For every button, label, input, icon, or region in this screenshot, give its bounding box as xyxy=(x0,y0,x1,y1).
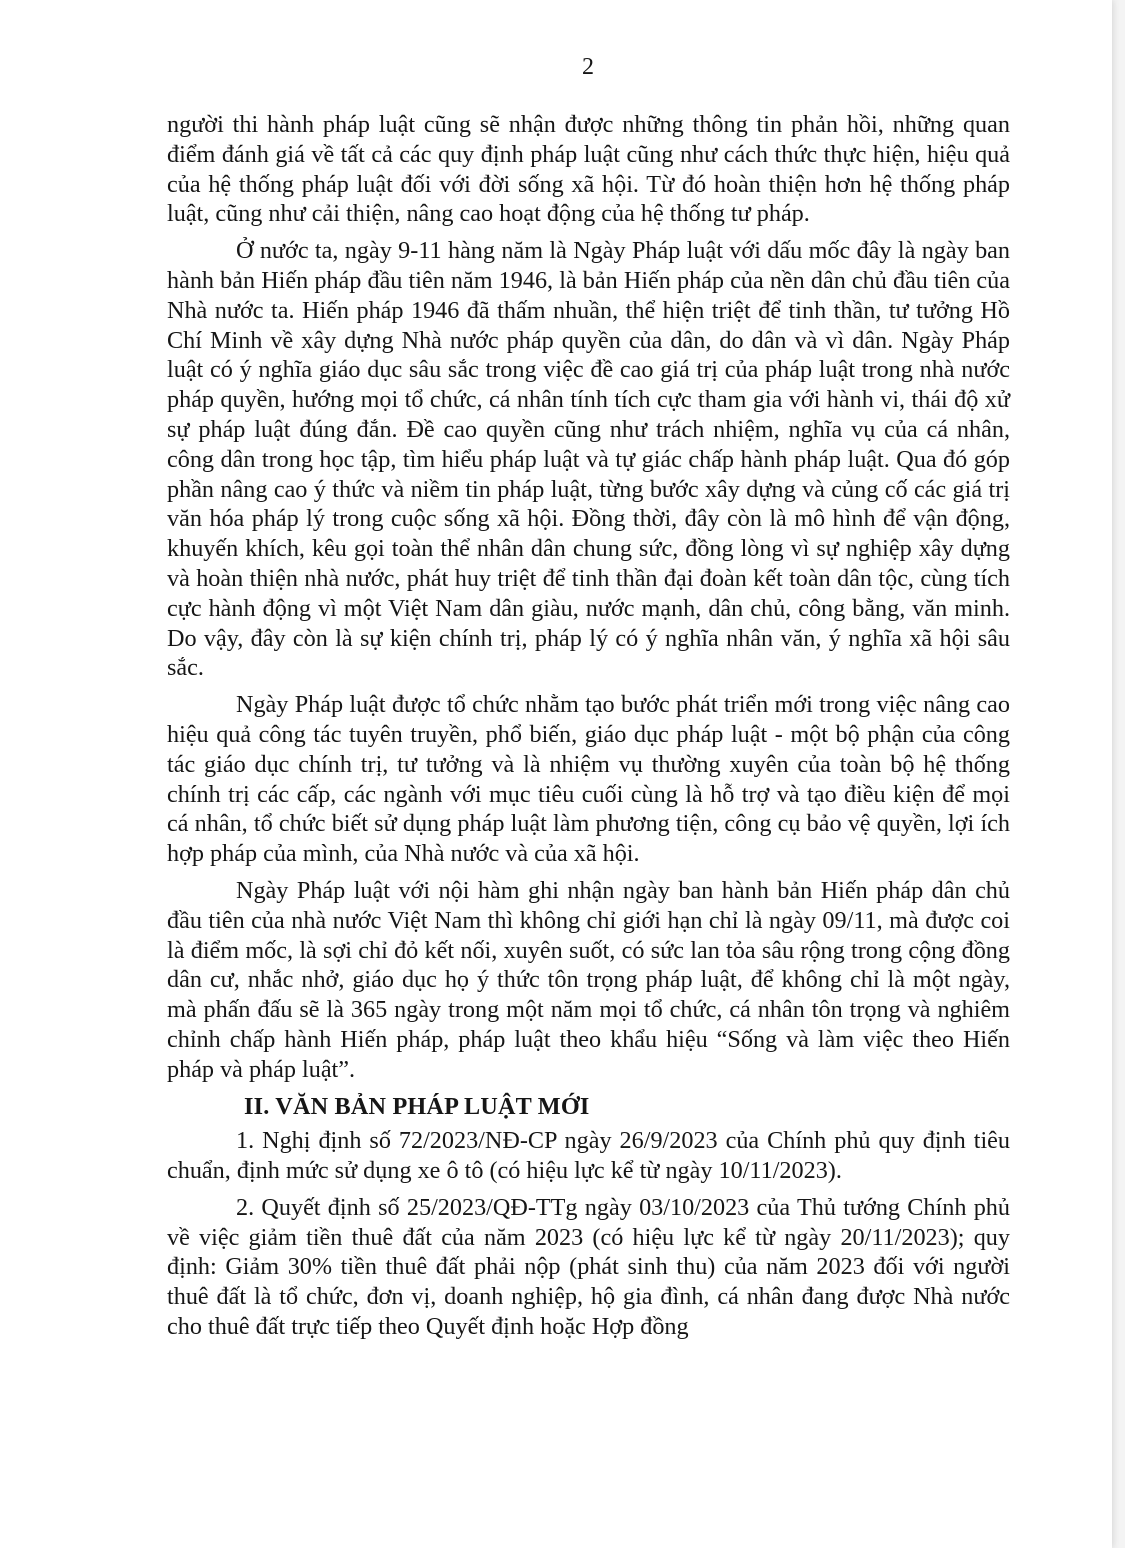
section-heading: II. VĂN BẢN PHÁP LUẬT MỚI xyxy=(244,1092,590,1120)
paragraph-law-day-origin: Ở nước ta, ngày 9-11 hàng năm là Ngày Pháp luật với dấu mốc đây là ngày ban hành bản Hiến pháp đầu tiên năm 1946, là bản Hiến pháp của nền dân chủ đầu tiên của Nhà nước ta. Hiến pháp 1946 đã thấm nhuần, thể hiện triệt để tinh thần, tư tưởng Hồ Chí Minh về xây dựng Nhà nước pháp quyền của dân, do dân và vì dân. Ngày Pháp luật có ý nghĩa giáo dục sâu sắc trong việc đề cao giá trị của pháp luật trong nhà nước pháp quyền, hướng mọi tổ chức, cá nhân tính tích cực tham gia với hành vi, thái độ xử sự pháp luật đúng đắn. Đề cao quyền cũng như trách nhiệm, nghĩa vụ của cá nhân, công dân trong học tập, tìm hiểu pháp luật và tự giác chấp hành pháp luật. Qua đó góp phần nâng cao ý thức và niềm tin pháp luật, từng bước xây dựng và củng cố các giá trị văn hóa pháp lý trong cuộc sống xã hội. Đồng thời, đây còn là mô hình để vận động, khuyến khích, kêu gọi toàn thể nhân dân chung sức, đồng lòng vì sự nghiệp xây dựng và hoàn thiện nhà nước, phát huy triệt để tinh thần đại đoàn kết toàn dân tộc, cùng tích cực hành động vì một Việt Nam dân giàu, nước mạnh, dân chủ, công bằng, văn minh. Do vậy, đây còn là sự kiện chính trị, pháp lý có ý nghĩa nhân văn, ý nghĩa xã hội sâu sắc. xyxy=(167,237,1010,682)
list-item-decree: 1. Nghị định số 72/2023/NĐ-CP ngày 26/9/2023 của Chính phủ quy định tiêu chuẩn, định mức sử dụng xe ô tô (có hiệu lực kể từ ngày 10/11/2023). xyxy=(167,1127,1010,1185)
paragraph-law-day-meaning: Ngày Pháp luật với nội hàm ghi nhận ngày ban hành bản Hiến pháp dân chủ đầu tiên của nhà nước Việt Nam thì không chỉ giới hạn chỉ là ngày 09/11, mà được coi là điểm mốc, là sợi chỉ đỏ kết nối, xuyên suốt, có sức lan tỏa sâu rộng trong cộng đồng dân cư, nhắc nhở, giáo dục họ ý thức tôn trọng pháp luật, để không chỉ là một ngày, mà phấn đấu sẽ là 365 ngày trong một năm mọi tổ chức, cá nhân tôn trọng và nghiêm chỉnh chấp hành Hiến pháp, pháp luật theo khẩu hiệu “Sống và làm việc theo Hiến pháp và pháp luật”. xyxy=(167,876,1010,1083)
page-number: 2 xyxy=(582,54,594,80)
paragraph-continuation: người thi hành pháp luật cũng sẽ nhận được những thông tin phản hồi, những quan điểm đánh giá về tất cả các quy định pháp luật cũng như cách thức thực hiện, hiệu quả của hệ thống pháp luật đối với đời sống xã hội. Từ đó hoàn thiện hơn hệ thống pháp luật, cũng như cải thiện, nâng cao hoạt động của hệ thống tư pháp. xyxy=(167,111,1010,228)
list-item-decision: 2. Quyết định số 25/2023/QĐ-TTg ngày 03/10/2023 của Thủ tướng Chính phủ về việc giảm tiền thuê đất của năm 2023 (có hiệu lực kể từ ngày 20/11/2023); quy định: Giảm 30% tiền thuê đất phải nộp (phát sinh thu) của năm 2023 đối với người thuê đất là tổ chức, đơn vị, doanh nghiệp, hộ gia đình, cá nhân đang được Nhà nước cho thuê đất trực tiếp theo Quyết định hoặc Hợp đồng xyxy=(167,1193,1010,1341)
paragraph-law-day-purpose: Ngày Pháp luật được tổ chức nhằm tạo bước phát triển mới trong việc nâng cao hiệu quả công tác tuyên truyền, phổ biến, giáo dục pháp luật - một bộ phận của công tác giáo dục chính trị, tư tưởng và là nhiệm vụ thường xuyên của toàn bộ hệ thống chính trị các cấp, các ngành với mục tiêu cuối cùng là hỗ trợ và tạo điều kiện để mọi cá nhân, tổ chức biết sử dụng pháp luật làm phương tiện, công cụ bảo vệ quyền, lợi ích hợp pháp của mình, của Nhà nước và của xã hội. xyxy=(167,691,1010,868)
page-body xyxy=(167,110,1010,1342)
